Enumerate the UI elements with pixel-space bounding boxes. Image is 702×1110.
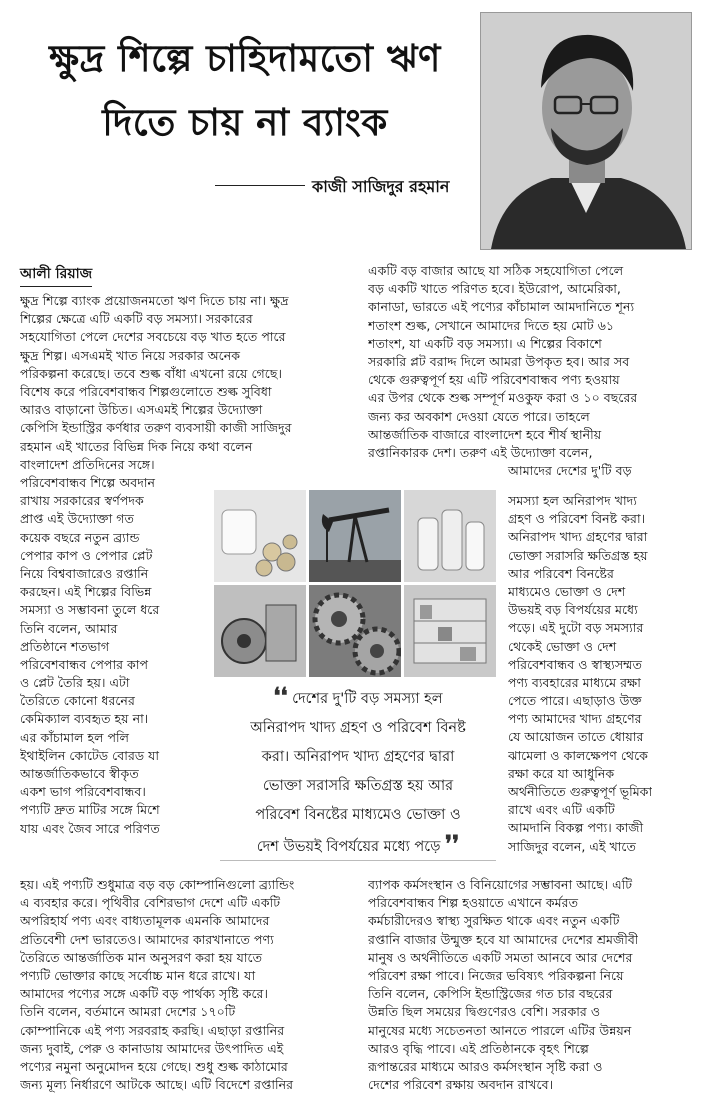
quote-line-2: অনিরাপদ খাদ্য গ্রহণ ও পরিবেশ বিনষ্ট: [250, 720, 466, 736]
gears-illustration: [309, 585, 401, 677]
text-line: রক্ষা করে যা আধুনিক: [508, 765, 615, 781]
bottles-photo: [404, 490, 496, 582]
quote-line-1: [220, 682, 496, 714]
text-line: পরিবেশবান্ধব শিল্প হওয়াতে এখানে কর্মরত: [368, 895, 579, 911]
text-line: আরও বৃদ্ধি পাবে। এই প্রতিষ্ঠানকে বৃহৎ শিল্পে: [368, 1040, 589, 1056]
text-line: জন্য দুবাই, পেরু ও কানাডায় আমাদের উৎপাদিত এই: [20, 1040, 284, 1056]
text-line: প্রতিষ্ঠানে শতভাগ: [20, 638, 110, 654]
text-line: ইথাইলিন কোটেড বোরড যা: [20, 747, 160, 763]
text-line: রপ্তানিকারক দেশ। তরুণ এই উদ্যোক্তা বলেন,: [368, 444, 593, 460]
text-line: আর পরিবেশ বিনষ্টের: [508, 565, 614, 581]
text-line: কেমিক্যাল ব্যবহৃত হয় না।: [20, 711, 149, 727]
text-line: ও প্লেট তৈরি হয়। এটা: [20, 675, 130, 691]
text-line: আমাদের দেশের দু'টি বড়: [508, 463, 632, 479]
text-line: আন্তর্জাতিকভাবে স্বীকৃত: [20, 766, 139, 781]
text-line: জন্য মূল্য নির্ধারণে আটকে আছে। এটি বিদেশে রপ্তানির: [20, 1077, 294, 1093]
text-line: অনিরাপদ খাদ্য গ্রহণের দ্বারা: [508, 529, 648, 545]
col-right-mid: [508, 492, 652, 856]
quote-text: দেশের দু'টি বড় সমস্যা হল: [292, 691, 443, 707]
byline-rule: [215, 185, 305, 186]
portrait-photo: [480, 12, 692, 250]
text-line: রাখায় সরকারের স্বর্ণপদক: [20, 493, 144, 509]
text-line: পরিকল্পনা করেছে। তবে শুল্ক বাঁধা এখনো রয়ে গেছে।: [20, 365, 282, 381]
text-line: সমস্যা হল অনিরাপদ খাদ্য: [508, 493, 637, 508]
oil-pump-photo: [309, 490, 401, 582]
text-line: গ্রহণ ও পরিবেশ বিনষ্ট করা।: [508, 511, 646, 527]
text-line: পেপার কাপ ও পেপার প্লেট: [20, 547, 153, 563]
text-line: দেশের পরিবেশ রক্ষায় অবদান রাখবে।: [368, 1077, 554, 1093]
text-line: পণ্যের নমুনা অনুমোদন হয়ে গেছে। শুধু শুল্ক কাঠামোর: [20, 1058, 288, 1074]
open-quote-icon: ❛❛: [273, 683, 288, 709]
col-right-top: [368, 262, 637, 480]
text-line: অর্থনীতিতে গুরুত্বপূর্ণ ভূমিকা: [508, 784, 653, 799]
text-line: থেকে গুরুত্বপূর্ণ হয় এটি পরিবেশবান্ধব পণ্য হওয়ায়: [368, 372, 620, 388]
pills-illustration: [214, 490, 306, 582]
text-line: পরিবেশবান্ধব ও স্বাস্থ্যসম্মত: [508, 656, 642, 672]
text-line: এর কাঁচামাল হল পলি: [20, 729, 129, 745]
text-line: রূপান্তরের মাধ্যমে আরও কর্মসংস্থান সৃষ্টি করা ও: [368, 1058, 603, 1074]
text-line: পণ্য আমাদের খাদ্য গ্রহণের: [508, 711, 642, 727]
text-line: একশ ভাগ পরিবেশবান্ধব।: [20, 784, 146, 800]
machinery-photo: [214, 585, 306, 677]
industry-photo-collage: [214, 490, 496, 676]
reporter-name: আলী রিয়াজ: [20, 262, 92, 287]
portrait-illustration: [481, 13, 691, 249]
pull-quote: [220, 682, 496, 858]
text-line: সরকারি প্লট বরাদ্দ দিলে আমরা উপকৃত হব। আর সব: [368, 353, 630, 369]
text-line: অপরিহার্য পণ্য এবং বাধ্যতামূলক এমনকি আমাদের: [20, 913, 270, 929]
text-line: পণ্যটি ভোক্তার কাছে সর্বোচ্চ মান ধরে রাখে। যা: [20, 967, 256, 983]
text-line: রপ্তানি বাজার উন্মুক্ত হবে যা আমাদের দেশের শ্রমজীবী: [368, 931, 639, 947]
text-line: বড় একটি খাতে পরিণত হবে। ইউরোপ, আমেরিকা,: [368, 281, 621, 297]
oil-pump-illustration: [309, 490, 401, 582]
text-line: ভোক্তা সরাসরি ক্ষতিগ্রস্ত হয়: [508, 547, 648, 563]
text-line: একটি বড় বাজার আছে যা সঠিক সহযোগিতা পেলে: [368, 263, 624, 278]
headline-line-1: ক্ষুদ্র শিল্পে চাহিদামতো ঋণ: [49, 36, 441, 80]
text-line: পড়ে। এই দুটো বড় সমস্যার: [508, 620, 644, 636]
quote-rule: [220, 860, 496, 861]
text-line: থেকেই ভোক্তা ও দেশ: [508, 638, 617, 654]
text-line: সহযোগিতা পেলে দেশের সবচেয়ে বড় খাত হতে পারে: [20, 329, 286, 345]
text-line: কেপিসি ইন্ডাস্ট্রির কর্ণধার তরুণ ব্যবসায়ী কাজী সাজিদুর: [20, 420, 292, 436]
text-line: পণ্য ব্যবহারের মাধ্যমে রক্ষা: [508, 674, 641, 690]
text-line: নিয়ে বিশ্ববাজারেও রপ্তানি: [20, 565, 149, 581]
gears-photo: [309, 585, 401, 677]
machinery-illustration: [214, 585, 306, 677]
text-line: ক্ষুদ্র শিল্প। এসএমই খাত নিয়ে সরকার অনেক: [20, 347, 241, 363]
text-line: করছেন। এই শিল্পের বিভিন্ন: [20, 584, 152, 600]
text-line: প্রাপ্ত এই উদ্যোক্তা গত: [20, 511, 134, 527]
text-line: তৈরিতে আন্তর্জাতিক মান অনুসরণ করা হয় যাতে: [20, 949, 263, 965]
text-line: এর উপর থেকে শুল্ক সম্পূর্ণ মওকুফ করা ও ১০ বছরের: [368, 390, 638, 406]
text-line: সমস্যা ও সম্ভাবনা তুলে ধরে: [20, 602, 160, 618]
bottles-illustration: [404, 490, 496, 582]
text-line: শিল্পের ক্ষেত্রে এটি একটি বড় সমস্যা। সরকারের: [20, 311, 253, 327]
text-line: শতাংশ, যা একটি বড় সমস্যা। এ শিল্পের বিকাশে: [368, 335, 602, 351]
text-line: পণ্যটি দ্রুত মাটির সঙ্গে মিশে: [20, 802, 160, 818]
shelves-photo: [404, 585, 496, 677]
text-line: যায় এবং জৈব সারে পরিণত: [20, 820, 160, 836]
text-line: এ ব্যবহার করে। পৃথিবীর বেশিরভাগ দেশে এটি একটি: [20, 895, 281, 911]
text-line: তৈরিতে কোনো ধরনের: [20, 693, 135, 709]
col-left-mid: [20, 474, 160, 838]
text-line: আমাদের পণ্যের সঙ্গে একটি বড় পার্থক্য সৃষ্টি করে।: [20, 986, 268, 1002]
text-line: রাখে এবং এটি একটি: [508, 802, 615, 818]
text-line: তিনি বলেন, আমার: [20, 620, 118, 636]
text-line: বাংলাদেশ প্রতিদিনের সঙ্গে।: [20, 456, 155, 472]
headline: [20, 26, 470, 154]
text-line: মানুষ ও অর্থনীতিতে একটি সমতা আনবে আর দেশের: [368, 949, 633, 965]
shelves-illustration: [404, 585, 496, 677]
text-line: ব্যাপক কর্মসংস্থান ও বিনিয়োগের সম্ভাবনা আছে। এটি: [368, 877, 633, 892]
text-line: পরিবেশ রক্ষা পাবে। নিজের ভবিষ্যৎ পরিকল্পনা নিয়ে: [368, 967, 624, 983]
quote-line-3: করা। অনিরাপদ খাদ্য গ্রহণের দ্বারা: [261, 749, 455, 765]
text-line: মাধ্যমেও ভোক্তা ও দেশ: [508, 583, 626, 599]
text-line: যে আয়োজন তাতে ধোয়ার: [508, 729, 644, 745]
text-line: বিশেষ করে পরিবেশবান্ধব শিল্পগুলোতে শুল্ক সুবিধা: [20, 383, 272, 399]
col-left-bottom: [20, 876, 294, 1094]
text-line: মানুষের মধ্যে সচেতনতা আনতে পারলে এটির উন্নয়ন: [368, 1022, 632, 1038]
text-line: আন্তর্জাতিক বাজারে বাংলাদেশ হবে শীর্ষ স্থানীয়: [368, 426, 602, 442]
text-line: হয়। এই পণ্যটি শুধুমাত্র বড় বড় কোম্পানিগুলো ব্র্যান্ডিং: [20, 877, 295, 892]
text-line: পেতে পারে। এছাড়াও উক্ত: [508, 693, 642, 709]
col-left-top: [20, 292, 292, 474]
text-line: উভয়ই বড় বিপর্যয়ের মধ্যে: [508, 602, 638, 618]
headline-line-2: দিতে চায় না ব্যাংক: [102, 100, 388, 144]
quote-text: দেশ উভয়ই বিপর্যয়ের মধ্যে পড়ে: [256, 839, 441, 855]
text-line: ঝামেলা ও কালক্ষেপণ থেকে: [508, 747, 648, 763]
quote-line-6: [220, 830, 496, 862]
text-line: সাজিদুর বলেন, এই খাতে: [508, 838, 636, 854]
close-quote-icon: ❜❜: [445, 831, 460, 857]
text-line: কানাডা, ভারতে এই পণ্যের কাঁচামাল আমদানিতে শূন্য: [368, 299, 635, 315]
text-line: কয়েক বছরে নতুন ব্র্যান্ড: [20, 529, 140, 545]
pills-photo: [214, 490, 306, 582]
text-line: আরও বাড়ানো উচিত। এসএমই শিল্পের উদ্যোক্তা: [20, 402, 263, 418]
text-line: আমদানি বিকল্প পণ্য। কাজী: [508, 820, 644, 836]
text-line: রহমান এই খাতের বিভিন্ন দিক নিয়ে কথা বলেন: [20, 438, 253, 454]
text-line: তিনি বলেন, বর্তমানে আমরা দেশের ১৭০টি: [20, 1004, 236, 1020]
text-line: তিনি বলেন, কেপিসি ইন্ডাস্ট্রিজের গত চার বছরের: [368, 986, 613, 1002]
text-line: ক্ষুদ্র শিল্পে ব্যাংক প্রয়োজনমতো ঋণ দিতে চায় না। ক্ষুদ্র: [20, 293, 289, 308]
byline: কাজী সাজিদুর রহমান: [312, 177, 450, 196]
text-line: শতাংশ শুল্ক, সেখানে আমাদের দিতে হয় মোট ৬১: [368, 317, 615, 333]
text-line: জন্য কর অবকাশ দেওয়া যেতে পারে। তাহলে: [368, 408, 590, 424]
quote-line-5: পরিবেশ বিনষ্টের মাধ্যমেও ভোক্তা ও: [255, 807, 461, 823]
text-line: প্রতিবেশী দেশ ভারতেও। আমাদের কারখানাতে পণ্য: [20, 931, 274, 947]
text-line: কর্মচারীদেরও স্বাস্থ্য সুরক্ষিত থাকে এবং নতুন একটি: [368, 913, 620, 929]
text-line: কোম্পানিকে এই পণ্য সরবরাহ করছি। এছাড়া রপ্তানির: [20, 1022, 285, 1038]
text-line: পরিবেশবান্ধব পেপার কাপ: [20, 656, 149, 672]
col-right-bottom: [368, 876, 638, 1094]
text-line: পরিবেশবান্ধব শিল্পে অবদান: [20, 475, 156, 490]
text-line: উন্নতি ছিল সময়ের দ্বিগুণেরও বেশি। সরকার ও: [368, 1004, 601, 1020]
quote-line-4: ভোক্তা সরাসরি ক্ষতিগ্রস্ত হয় আর: [262, 778, 454, 794]
